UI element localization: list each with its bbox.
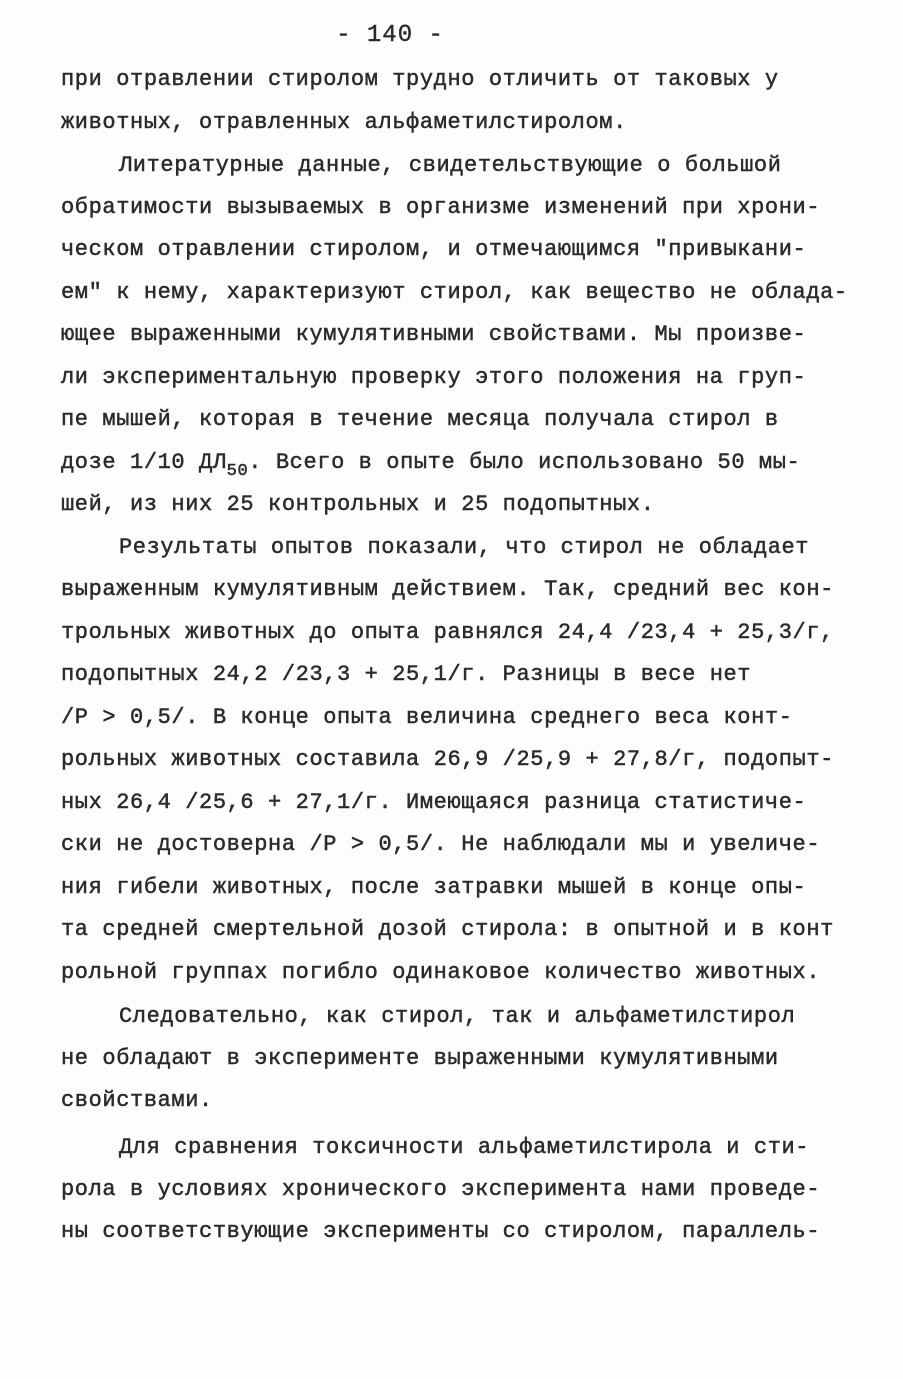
dose-text-continued: . Всего в опыте было использовано 50 мы- — [248, 450, 801, 475]
paragraph-first-line: Литературные данные, свидетельствующие о большой — [119, 153, 782, 178]
text-line: трольных животных до опыта равнялся 24,4 /23,4 + 25,3/г, — [61, 620, 834, 645]
text-line: ны соответствующие эксперименты со стиролом, параллель- — [61, 1219, 821, 1244]
text-line: не обладают в эксперименте выраженными кумулятивными — [61, 1046, 779, 1071]
text-line: подопытных 24,2 /23,3 + 25,1/г. Разницы в весе нет — [61, 662, 752, 687]
text-line: шей, из них 25 контрольных и 25 подопытных. — [61, 492, 655, 517]
text-line: та средней смертельной дозой стирола: в опытной и в конт — [61, 917, 834, 942]
text-line: ски не достоверна /Р > 0,5/. Не наблюдали мы и увеличе- — [61, 832, 821, 857]
text-line: рольной группах погибло одинаковое количество животных. — [61, 960, 821, 985]
text-line: обратимости вызываемых в организме изменений при хрони- — [61, 195, 821, 220]
paragraph-first-line: Следовательно, как стирол, так и альфаметилстирол — [119, 1004, 796, 1029]
text-line: ем" к нему, характеризуют стирол, как вещество не облада- — [61, 280, 848, 305]
dose-text: дозе 1/10 ДЛ — [61, 450, 227, 475]
text-line: ющее выраженными кумулятивными свойствами. Мы произве- — [61, 322, 807, 347]
paragraph-first-line: Результаты опытов показали, что стирол не обладает — [119, 535, 810, 560]
paragraph-first-line: Для сравнения токсичности альфаметилстирола и сти- — [119, 1135, 810, 1160]
text-line: /Р > 0,5/. В конце опыта величина среднего веса конт- — [61, 705, 793, 730]
text-line: ческом отравлении стиролом, и отмечающимся "привыкани- — [61, 237, 807, 262]
text-line: ли экспериментальную проверку этого положения на груп- — [61, 365, 807, 390]
text-line: пе мышей, которая в течение месяца получала стирол в — [61, 407, 779, 432]
text-line: рола в условиях хронического эксперимента нами проведе- — [61, 1177, 821, 1202]
ld-subscript: 50 — [226, 462, 249, 481]
text-line: при отравлении стиролом трудно отличить от таковых у — [61, 67, 779, 92]
text-line: выраженным кумулятивным действием. Так, средний вес кон- — [61, 577, 834, 602]
text-line: ния гибели животных, после затравки мышей в конце опы- — [61, 875, 807, 900]
page-number: - 140 - — [336, 22, 444, 49]
text-line-with-subscript — [61, 443, 800, 483]
text-line: рольных животных составила 26,9 /25,9 + 27,8/г, подопыт- — [61, 747, 834, 772]
text-line: животных, отравленных альфаметилстиролом. — [61, 110, 627, 135]
text-line: ных 26,4 /25,6 + 27,1/г. Имеющаяся разница статистиче- — [61, 790, 807, 815]
text-line: свойствами. — [61, 1088, 213, 1113]
